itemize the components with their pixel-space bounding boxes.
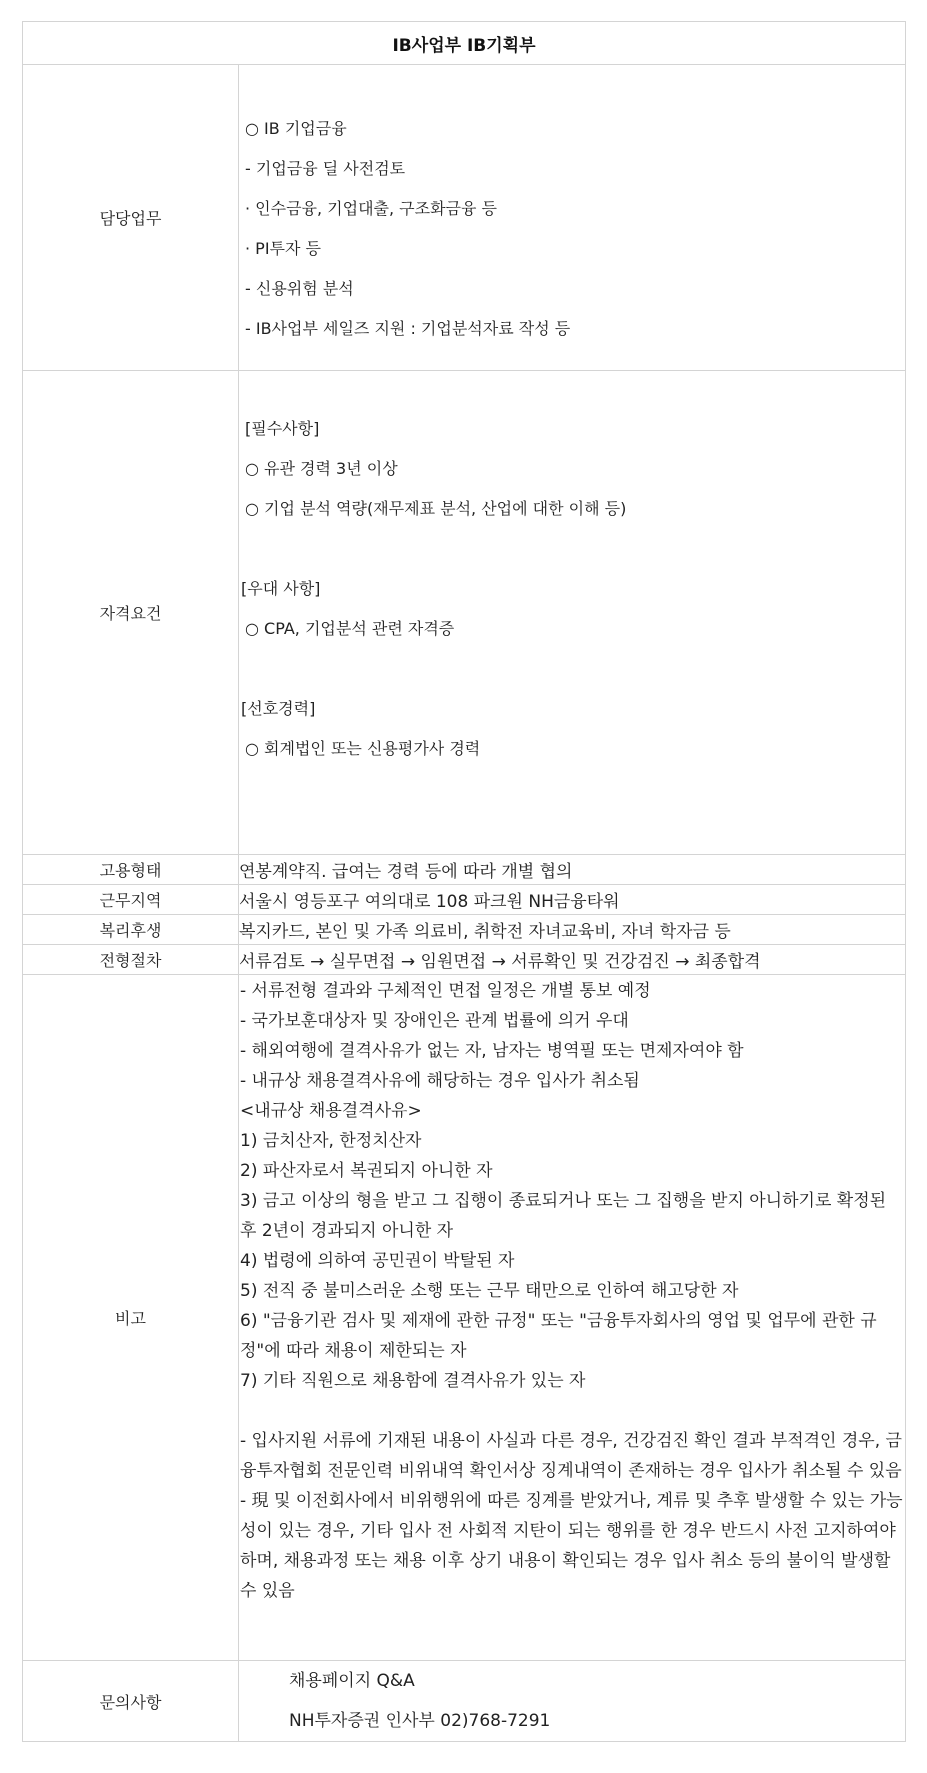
required-item: ○ 기업 분석 역량(재무제표 분석, 산업에 대한 이해 등) [245,499,627,518]
note-line: - 해외여행에 결격사유가 없는 자, 남자는 병역필 또는 면제자여야 함 [240,1041,744,1061]
location-label: 근무지역 [23,885,239,915]
notes-content [239,975,906,1661]
note-line: - 서류전형 결과와 구체적인 면접 일정은 개별 통보 예정 [240,981,651,1001]
row-notes [23,975,906,1661]
benefits-value: 복지카드, 본인 및 가족 의료비, 취학전 자녀교육비, 자녀 학자금 등 [239,915,906,945]
note-line: <내규상 채용결격사유> [240,1101,422,1121]
benefits-label: 복리후생 [23,915,239,945]
contact-content [239,1661,906,1742]
contact-phone: NH투자증권 인사부 02)768-7291 [289,1711,551,1731]
row-location [23,885,906,915]
duty-line: - IB사업부 세일즈 지원 : 기업분석자료 작성 등 [245,319,571,338]
note-line: - 국가보훈대상자 및 장애인은 관계 법률에 의거 우대 [240,1011,629,1031]
row-process [23,945,906,975]
employment-type-label: 고용형태 [23,855,239,885]
qualification-content [239,371,906,855]
process-label: 전형절차 [23,945,239,975]
duty-line: - 기업금융 딜 사전검토 [245,159,406,178]
career-item: ○ 회계법인 또는 신용평가사 경력 [245,739,481,758]
preferred-item: ○ CPA, 기업분석 관련 자격증 [245,619,455,638]
row-duty [23,65,906,371]
row-contact [23,1661,906,1742]
location-value: 서울시 영등포구 여의대로 108 파크원 NH금융타워 [239,885,906,915]
process-value: 서류검토 → 실무면접 → 임원면접 → 서류확인 및 건강검진 → 최종합격 [239,945,906,975]
duty-line: · PI투자 등 [245,239,321,258]
note-line: 1) 금치산자, 한정치산자 [240,1131,422,1151]
note-line: 5) 전직 중 불미스러운 소행 또는 근무 태만으로 인하여 해고당한 자 [240,1281,739,1301]
career-heading: [선호경력] [241,699,316,718]
row-employment-type [23,855,906,885]
posting-title: IB사업부 IB기획부 [23,22,906,65]
duty-line: ○ IB 기업금융 [245,119,347,138]
note-line: - 입사지원 서류에 기재된 내용이 사실과 다른 경우, 건강검진 확인 결과 부적격인 경우, 금융투자협회 전문인력 비위내역 확인서상 징계내역이 존재하는 경우 입사가 취소될 수 있음 [240,1431,902,1481]
qualification-label: 자격요건 [23,371,239,855]
required-heading: [필수사항] [245,419,320,438]
duty-line: · 인수금융, 기업대출, 구조화금융 등 [245,199,497,218]
note-line: 7) 기타 직원으로 채용함에 결격사유가 있는 자 [240,1371,586,1391]
note-line: 4) 법령에 의하여 공민권이 박탈된 자 [240,1251,515,1271]
row-benefits [23,915,906,945]
preferred-heading: [우대 사항] [241,579,321,598]
contact-qa-link[interactable]: 채용페이지 Q&A [289,1671,415,1691]
job-posting-table [22,21,906,1742]
required-item: ○ 유관 경력 3년 이상 [245,459,398,478]
duty-content [239,65,906,371]
note-line: 3) 금고 이상의 형을 받고 그 집행이 종료되거나 또는 그 집행을 받지 아니하기로 확정된 후 2년이 경과되지 아니한 자 [240,1191,887,1241]
notes-label: 비고 [23,975,239,1661]
note-line: - 내규상 채용결격사유에 해당하는 경우 입사가 취소됨 [240,1071,640,1091]
duty-label: 담당업무 [23,65,239,371]
duty-line: - 신용위험 분석 [245,279,354,298]
contact-label: 문의사항 [23,1661,239,1742]
note-blank-line [240,1396,905,1426]
row-qualification [23,371,906,855]
note-line: - 現 및 이전회사에서 비위행위에 따른 징계를 받았거나, 계류 및 추후 발생할 수 있는 가능성이 있는 경우, 기타 입사 전 사회적 지탄이 되는 행위를 한 경우 반드시 사전 고지하여야 하며, 채용과정 또는 채용 이후 상기 내용이 확인되는 경우 입사 취소 등의 불이익 발생할 수 있음 [240,1491,903,1601]
employment-type-value: 연봉계약직. 급여는 경력 등에 따라 개별 협의 [239,855,906,885]
note-line: 2) 파산자로서 복권되지 아니한 자 [240,1161,493,1181]
note-line: 6) "금융기관 검사 및 제재에 관한 규정" 또는 "금융투자회사의 영업 및 업무에 관한 규정"에 따라 채용이 제한되는 자 [240,1311,877,1361]
